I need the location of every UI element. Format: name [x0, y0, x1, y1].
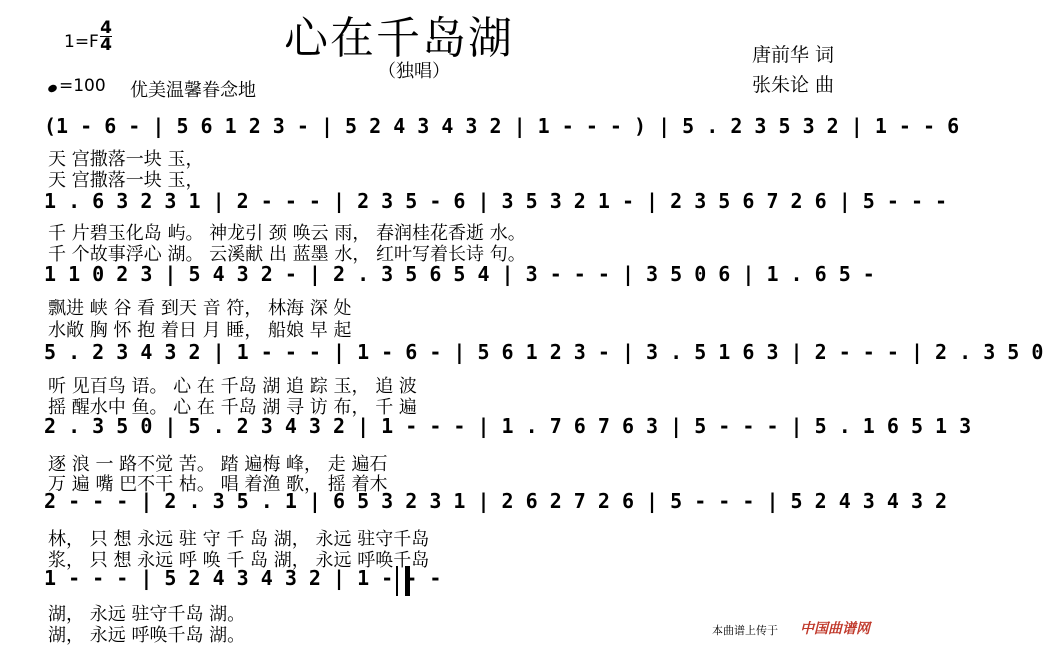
- song-subtitle: （独唱）: [378, 61, 450, 82]
- notation-row-6: 2 - - - | 2 . 3 5 . 1 | 6 5 3 2 3 1 | 2 6 2 7 2 6 | 5 - - - | 5 2 4 3 4 3 2: [44, 489, 948, 513]
- lyric-row-6-verse-1: 林， 只 想 永远 驻 守 千 岛 湖， 永远 驻守千岛: [48, 529, 430, 550]
- key-signature: 1=F: [64, 32, 99, 52]
- lyric-row-3-verse-2: 水敞 胸 怀 抱 着日 月 睡， 船娘 早 起: [48, 320, 352, 341]
- notation-row-4: 5 . 2 3 4 3 2 | 1 - - - | 1 - 6 - | 5 6 1 2 3 - | 3 . 5 1 6 3 | 2 - - - | 2 . 3 5 0: [44, 340, 1043, 364]
- notation-row-3: 1 1 0 2 3 | 5 4 3 2 - | 2 . 3 5 6 5 4 | 3 - - - | 3 5 0 6 | 1 . 6 5 -: [44, 262, 875, 286]
- tempo-marking: [48, 76, 106, 96]
- lyric-row-4-verse-2: 摇 醒水中 鱼。 心 在 千岛 湖 寻 访 布， 千 遍: [48, 397, 417, 418]
- site-logo-text: 中国曲谱网: [800, 621, 870, 637]
- notation-row-1: (1 - 6 - | 5 6 1 2 3 - | 5 2 4 3 4 3 2 | 1 - - - ) | 5 . 2 3 5 3 2 | 1 - - 6: [44, 114, 960, 138]
- time-signature-top: 4: [100, 18, 112, 38]
- lyric-row-1-verse-2: 天 宫撒落一块 玉，: [48, 170, 204, 191]
- tempo-value: =100: [59, 76, 106, 96]
- lyric-row-2-verse-1: 千 片碧玉化岛 屿。 神龙引 颈 唤云 雨， 春润桂花香逝 水。: [48, 223, 526, 244]
- quarter-note-icon: [47, 83, 58, 93]
- song-title: 心在千岛湖: [284, 13, 514, 64]
- site-logo: [800, 618, 870, 638]
- time-signature: [100, 20, 112, 53]
- lyric-row-1-verse-1: 天 宫撒落一块 玉，: [48, 149, 204, 170]
- notation-row-2: 1 . 6 3 2 3 1 | 2 - - - | 2 3 5 - 6 | 3 5 3 2 1 - | 2 3 5 6 7 2 6 | 5 - - -: [44, 189, 948, 213]
- lyricist-credit: 唐前华 词: [752, 44, 835, 66]
- time-signature-bottom: 4: [100, 35, 112, 55]
- lyric-row-4-verse-1: 听 见百鸟 语。 心 在 千岛 湖 追 踪 玉， 追 波: [48, 376, 417, 397]
- lyric-row-3-verse-1: 飘进 峡 谷 看 到天 音 符， 林海 深 处: [48, 298, 352, 319]
- composer-credit: 张朱论 曲: [752, 74, 835, 96]
- lyric-row-6-verse-2: 浆， 只 想 永远 呼 唤 千 岛 湖， 永远 呼唤千岛: [48, 550, 430, 571]
- lyric-row-5-verse-2: 万 遍 嘴 巴不干 枯。 唱 着渔 歌， 摇 着木: [48, 474, 388, 495]
- lyric-row-2-verse-2: 千 个故事浮心 湖。 云溪献 出 蓝墨 水， 红叶写着长诗 句。: [48, 244, 526, 265]
- lyric-row-7-verse-2: 湖， 永远 呼唤千岛 湖。: [48, 625, 246, 646]
- expression-marking: 优美温馨眷念地: [130, 80, 256, 101]
- notation-row-7: 1 - - - | 5 2 4 3 4 3 2 | 1 - - -: [44, 566, 442, 590]
- final-barline: [396, 566, 410, 596]
- lyric-row-5-verse-1: 逐 浪 一 路不觉 苦。 踏 遍梅 峰， 走 遍石: [48, 454, 388, 475]
- notation-row-5: 2 . 3 5 0 | 5 . 2 3 4 3 2 | 1 - - - | 1 . 7 6 7 6 3 | 5 - - - | 5 . 1 6 5 1 3: [44, 414, 972, 438]
- upload-note: 本曲谱上传于: [712, 624, 778, 637]
- lyric-row-7-verse-1: 湖， 永远 驻守千岛 湖。: [48, 604, 246, 625]
